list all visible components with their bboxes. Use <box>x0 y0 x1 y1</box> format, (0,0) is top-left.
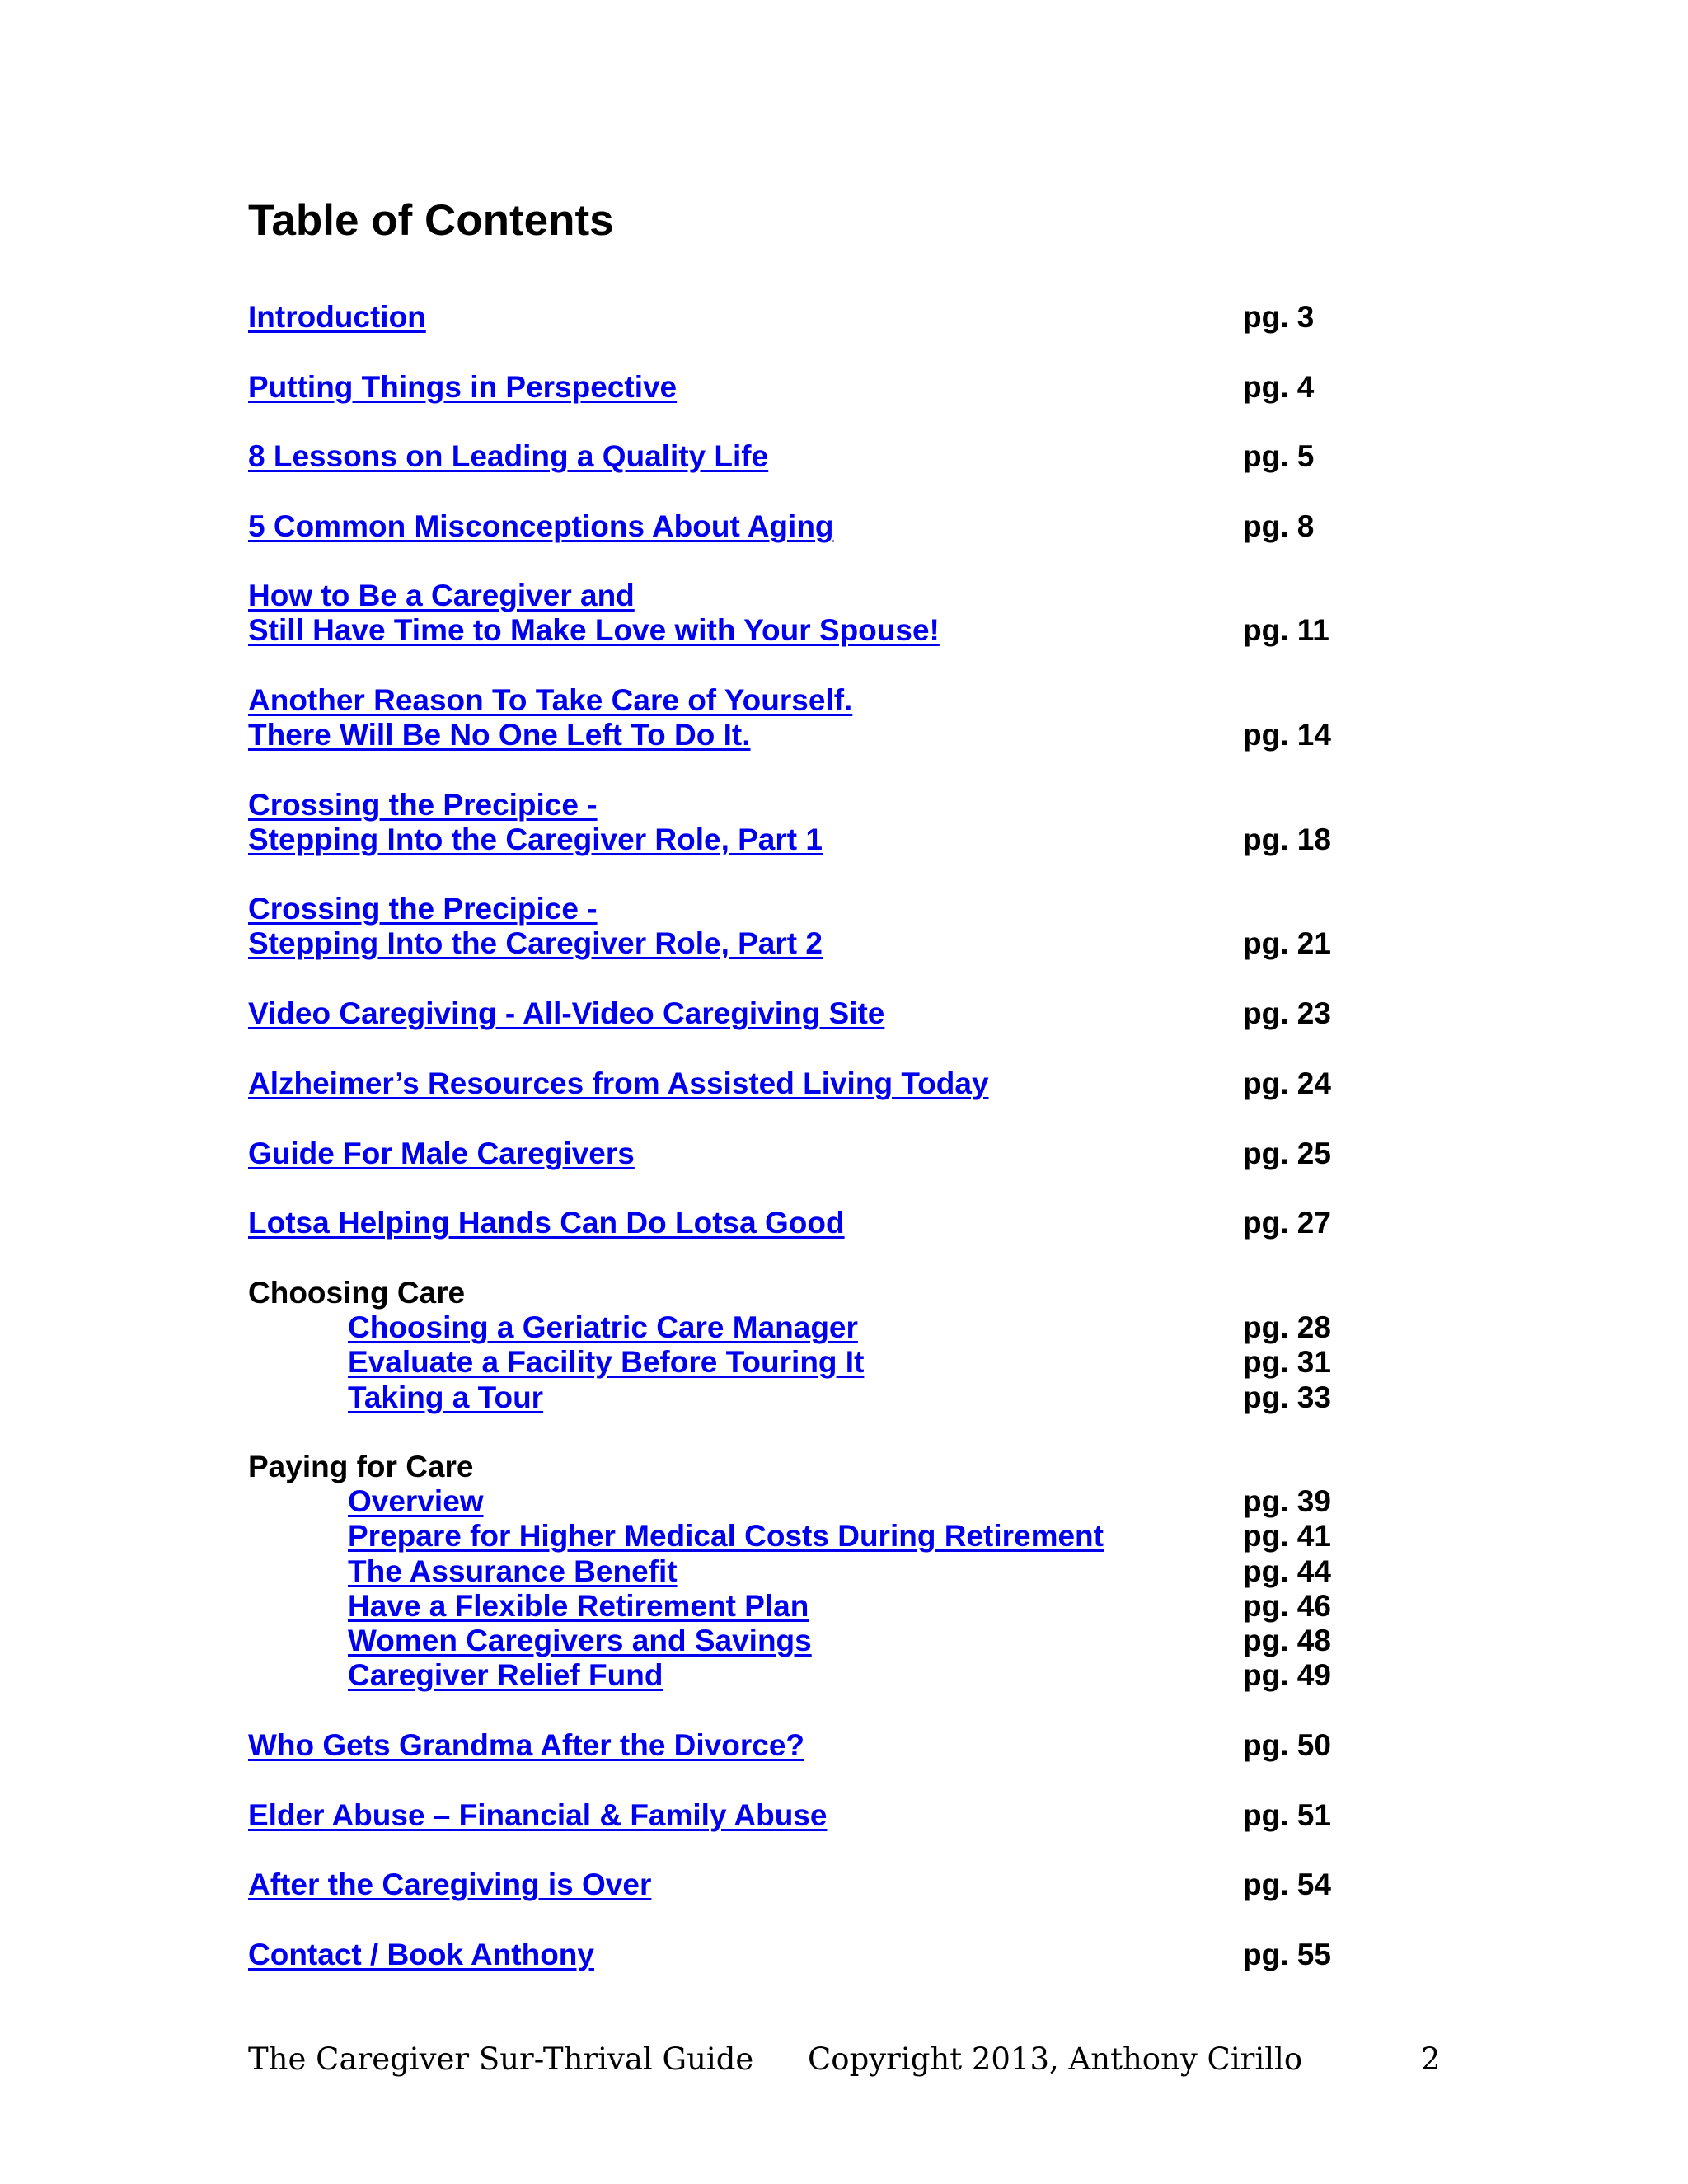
toc-page-number: pg. 18 <box>1243 823 1331 856</box>
toc-link-precipice-part2[interactable]: Crossing the Precipice - Stepping Into the Caregiver Role, Part 2 <box>248 892 823 960</box>
toc-page-number: pg. 41 <box>1243 1519 1331 1553</box>
toc-link-caregiver-spouse[interactable]: How to Be a Caregiver and Still Have Time to Make Love with Your Spouse! <box>248 579 940 647</box>
toc-page-number: pg. 4 <box>1243 370 1315 404</box>
toc-link-take-care-yourself[interactable]: Another Reason To Take Care of Yourself. There Will Be No One Left To Do It. <box>248 683 853 752</box>
toc-link-lotsa-helping-hands[interactable]: Lotsa Helping Hands Can Do Lotsa Good <box>248 1206 845 1240</box>
toc-link-elder-abuse[interactable]: Elder Abuse – Financial & Family Abuse <box>248 1798 828 1832</box>
toc-page-number: pg. 48 <box>1243 1624 1331 1657</box>
page-title: Table of Contents <box>248 196 614 245</box>
toc-link-flexible-retirement[interactable]: Have a Flexible Retirement Plan <box>348 1589 809 1623</box>
toc-link-contact-book-anthony[interactable]: Contact / Book Anthony <box>248 1938 594 1971</box>
toc-page-number: pg. 39 <box>1243 1484 1331 1518</box>
toc-link-precipice-part1[interactable]: Crossing the Precipice - Stepping Into the Caregiver Role, Part 1 <box>248 788 823 856</box>
toc-link-alzheimers[interactable]: Alzheimer’s Resources from Assisted Living Today <box>248 1066 989 1100</box>
toc-page-number: pg. 31 <box>1243 1345 1331 1379</box>
footer-book-title: The Caregiver Sur-Thrival Guide <box>248 2041 754 2077</box>
toc-page-number: pg. 8 <box>1243 509 1315 543</box>
toc-page-number: pg. 33 <box>1243 1380 1331 1414</box>
toc-link-misconceptions[interactable]: 5 Common Misconceptions About Aging <box>248 509 834 543</box>
toc-page-number: pg. 5 <box>1243 439 1315 473</box>
toc-page-number: pg. 27 <box>1243 1206 1331 1240</box>
toc-link-grandma-divorce[interactable]: Who Gets Grandma After the Divorce? <box>248 1728 805 1762</box>
toc-link-overview[interactable]: Overview <box>348 1484 484 1518</box>
section-heading-choosing-care: Choosing Care <box>248 1276 466 1310</box>
footer-page-number: 2 <box>1421 2041 1441 2077</box>
toc-link-women-caregivers[interactable]: Women Caregivers and Savings <box>348 1624 812 1657</box>
toc-page-number: pg. 49 <box>1243 1658 1331 1692</box>
toc-page-number: pg. 51 <box>1243 1798 1331 1832</box>
toc-link-perspective[interactable]: Putting Things in Perspective <box>248 370 678 404</box>
toc-page-number: pg. 44 <box>1243 1554 1331 1588</box>
toc-link-introduction[interactable]: Introduction <box>248 300 426 334</box>
toc-page-number: pg. 21 <box>1243 926 1331 960</box>
toc-page-number: pg. 25 <box>1243 1137 1331 1170</box>
section-heading-paying-for-care: Paying for Care <box>248 1450 474 1483</box>
toc-link-relief-fund[interactable]: Caregiver Relief Fund <box>348 1658 663 1692</box>
toc-page-number: pg. 46 <box>1243 1589 1331 1623</box>
toc-link-assurance-benefit[interactable]: The Assurance Benefit <box>348 1554 678 1588</box>
toc-page-number: pg. 3 <box>1243 300 1315 334</box>
toc-link-taking-a-tour[interactable]: Taking a Tour <box>348 1380 544 1414</box>
toc-link-male-caregivers[interactable]: Guide For Male Caregivers <box>248 1137 635 1170</box>
footer-copyright: Copyright 2013, Anthony Cirillo <box>808 2041 1303 2077</box>
toc-page-number: pg. 50 <box>1243 1728 1331 1762</box>
toc-page-number: pg. 23 <box>1243 996 1331 1030</box>
toc-link-medical-costs[interactable]: Prepare for Higher Medical Costs During Retirement <box>348 1519 1104 1553</box>
toc-page-number: pg. 14 <box>1243 718 1331 752</box>
toc-page-number: pg. 55 <box>1243 1938 1331 1971</box>
toc-link-lessons[interactable]: 8 Lessons on Leading a Quality Life <box>248 439 769 473</box>
toc-page-number: pg. 54 <box>1243 1868 1331 1901</box>
toc-page-number: pg. 11 <box>1243 613 1329 647</box>
toc-link-evaluate-facility[interactable]: Evaluate a Facility Before Touring It <box>348 1345 865 1379</box>
toc-page-number: pg. 24 <box>1243 1066 1331 1100</box>
toc-page-number: pg. 28 <box>1243 1310 1331 1344</box>
toc-link-video-caregiving[interactable]: Video Caregiving - All-Video Caregiving Site <box>248 996 885 1030</box>
toc-link-geriatric-care-manager[interactable]: Choosing a Geriatric Care Manager <box>348 1310 858 1344</box>
toc-link-after-caregiving[interactable]: After the Caregiving is Over <box>248 1868 652 1901</box>
